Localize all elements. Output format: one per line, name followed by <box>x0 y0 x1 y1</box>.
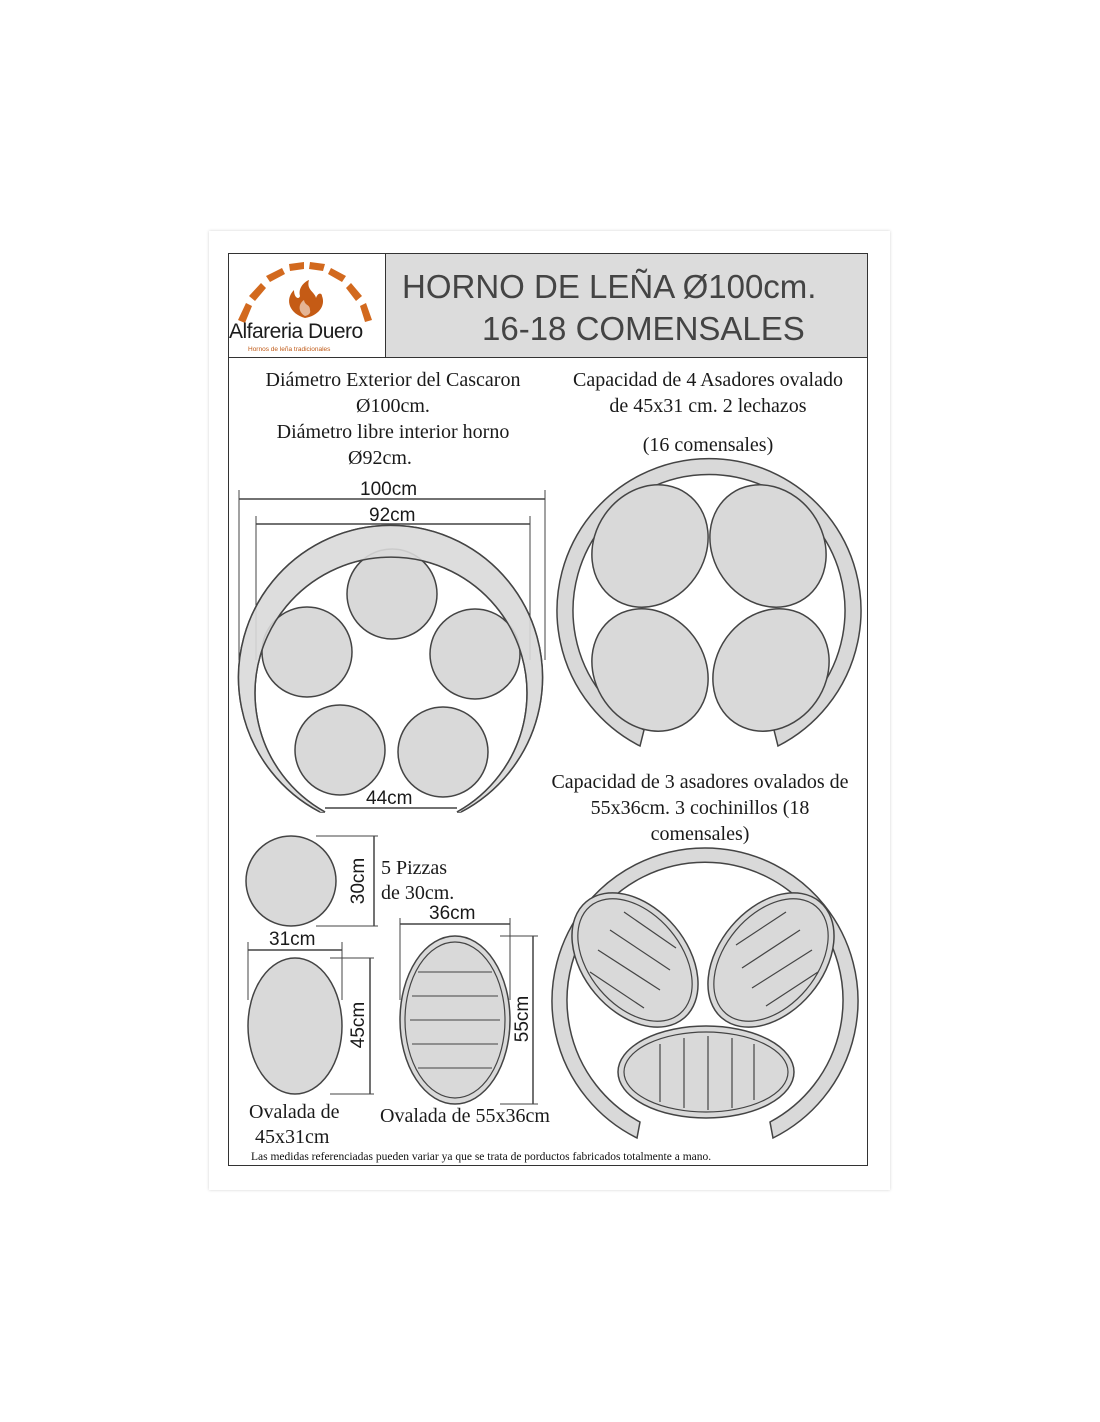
pizza-dimension-label: 30cm <box>348 857 369 905</box>
small-oval-caption-line2: 45x31cm <box>255 1126 330 1148</box>
flame-arch-icon <box>238 262 372 323</box>
four-roasters-line3: (16 comensales) <box>642 434 774 456</box>
brand-tagline: Hornos de leña tradicionales <box>248 346 331 353</box>
small-oval-height-label: 45cm <box>348 1001 369 1049</box>
pizzas-caption-line2: de 30cm. <box>381 882 455 904</box>
roaster-oval-4 <box>689 586 853 754</box>
oven-specs-line3: Diámetro libre interior horno <box>276 421 510 443</box>
footnote: Las medidas referenciadas pueden variar ya que se trata de porductos fabricados totalmente a mano. <box>251 1151 712 1163</box>
pizza-5 <box>398 707 488 797</box>
page-title-line1: HORNO DE LEÑA Ø100cm. <box>402 268 817 305</box>
four-roasters-line2: de 45x31 cm. 2 lechazos <box>609 395 807 417</box>
four-roasters-line1: Capacidad de 4 Asadores ovalado <box>573 369 843 391</box>
three-roasters-line3: comensales) <box>650 823 750 845</box>
large-oval-height-label: 55cm <box>512 995 533 1043</box>
oven-specs-line1: Diámetro Exterior del Cascaron <box>265 369 521 391</box>
large-oval-caption: Ovalada de 55x36cm <box>380 1105 550 1127</box>
brand-name: Alfareria Duero <box>229 320 363 343</box>
oven-four-roasters-diagram <box>557 459 861 754</box>
pizzas-caption-line1: 5 Pizzas <box>381 857 448 879</box>
large-oval-2 <box>682 868 859 1051</box>
roaster-oval-2 <box>686 462 850 630</box>
mouth-dimension-label: 44cm <box>366 788 413 809</box>
pizza-4 <box>295 705 385 795</box>
roaster-oval-3 <box>568 586 732 754</box>
roaster-oval-1 <box>568 462 732 630</box>
page-title-line2: 16-18 COMENSALES <box>482 310 805 347</box>
oven-specs-line4: Ø92cm. <box>348 447 412 469</box>
oven-three-roasters-diagram <box>546 848 859 1138</box>
oven-specs-line2: Ø100cm. <box>356 395 430 417</box>
large-oval-width-label: 36cm <box>429 903 476 924</box>
three-roasters-line2: 55x36cm. 3 cochinillos (18 <box>590 797 810 819</box>
outer-dimension-label: 100cm <box>360 479 418 500</box>
large-oval-3 <box>618 1026 794 1118</box>
inner-dimension-label: 92cm <box>369 505 416 526</box>
small-oval-caption-line1: Ovalada de <box>249 1101 340 1123</box>
pizza-1 <box>347 549 437 639</box>
small-oval-width-label: 31cm <box>269 929 316 950</box>
three-roasters-line1: Capacidad de 3 asadores ovalados de <box>551 771 849 793</box>
